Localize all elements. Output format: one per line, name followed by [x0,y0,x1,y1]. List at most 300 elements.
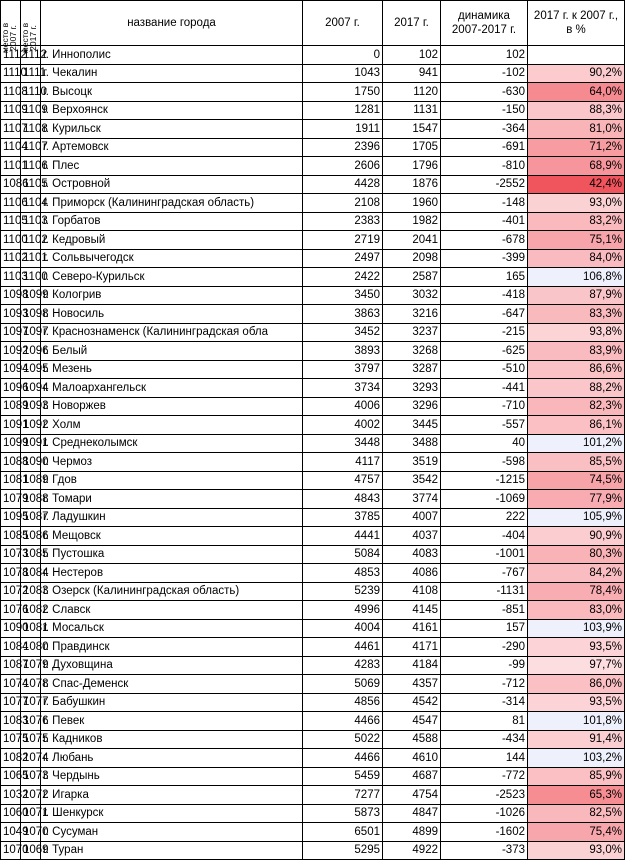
population-2017-cell[interactable]: 4687 [383,767,441,786]
rank-2007-cell[interactable]: 1077 [1,693,21,712]
rank-2017-cell[interactable]: 1109 [21,101,41,120]
rank-2017-cell[interactable]: 1080 [21,638,41,657]
population-2007-cell[interactable]: 2383 [303,212,383,231]
change-cell[interactable]: 40 [441,434,528,453]
rank-2017-cell[interactable]: 1086 [21,527,41,546]
population-2017-cell[interactable]: 4083 [383,545,441,564]
rank-2007-cell[interactable]: 1065 [1,767,21,786]
rank-2017-cell[interactable]: 1107 [21,138,41,157]
city-name-cell[interactable]: г. Мезень [41,360,303,379]
population-2007-cell[interactable]: 2422 [303,268,383,287]
rank-2007-cell[interactable]: 1106 [1,194,21,213]
rank-2007-cell[interactable]: 1109 [1,101,21,120]
change-cell[interactable]: -1069 [441,490,528,509]
city-name-cell[interactable]: г. Холм [41,416,303,435]
rank-2017-cell[interactable]: 1104 [21,194,41,213]
population-2017-cell[interactable]: 4922 [383,841,441,860]
rank-2007-cell[interactable]: 1079 [1,490,21,509]
population-2017-cell[interactable]: 1982 [383,212,441,231]
rank-2017-cell[interactable]: 1112 [21,46,41,65]
change-cell[interactable]: -691 [441,138,528,157]
city-name-cell[interactable]: г. Пустошка [41,545,303,564]
change-cell[interactable]: -441 [441,379,528,398]
population-2007-cell[interactable]: 3863 [303,305,383,324]
ratio-percent-cell[interactable]: 101,2% [528,434,625,453]
city-name-cell[interactable]: г. Приморск (Калининградская область) [41,194,303,213]
rank-2007-cell[interactable]: 1105 [1,212,21,231]
population-2017-cell[interactable]: 4161 [383,619,441,638]
city-name-cell[interactable]: г. Северо-Курильск [41,268,303,287]
change-cell[interactable]: -598 [441,453,528,472]
rank-2007-cell[interactable]: 1096 [1,379,21,398]
city-name-cell[interactable]: г. Кадников [41,730,303,749]
population-2007-cell[interactable]: 5022 [303,730,383,749]
city-name-cell[interactable]: г. Кологрив [41,286,303,305]
change-cell[interactable]: -150 [441,101,528,120]
city-name-cell[interactable]: г. Спас-Деменск [41,675,303,694]
ratio-percent-cell[interactable]: 77,9% [528,490,625,509]
population-2007-cell[interactable]: 4006 [303,397,383,416]
population-2017-cell[interactable]: 1876 [383,175,441,194]
rank-2007-cell[interactable]: 1083 [1,712,21,731]
ratio-percent-cell[interactable]: 86,0% [528,675,625,694]
header-rank-2007[interactable]: место в 2007 г. [1,1,21,46]
population-2017-cell[interactable]: 3293 [383,379,441,398]
population-2017-cell[interactable]: 1120 [383,83,441,102]
population-2007-cell[interactable]: 4441 [303,527,383,546]
population-2007-cell[interactable]: 3450 [303,286,383,305]
rank-2007-cell[interactable]: 1089 [1,397,21,416]
population-2017-cell[interactable]: 4037 [383,527,441,546]
change-cell[interactable]: -810 [441,157,528,176]
ratio-percent-cell[interactable]: 103,9% [528,619,625,638]
rank-2007-cell[interactable]: 1086 [1,175,21,194]
city-name-cell[interactable]: г. Иннополис [41,46,303,65]
rank-2007-cell[interactable]: 1098 [1,286,21,305]
city-name-cell[interactable]: г. Новоржев [41,397,303,416]
change-cell[interactable]: 157 [441,619,528,638]
change-cell[interactable]: -630 [441,83,528,102]
rank-2017-cell[interactable]: 1091 [21,434,41,453]
city-name-cell[interactable]: г. Певек [41,712,303,731]
ratio-percent-cell[interactable]: 97,7% [528,656,625,675]
rank-2017-cell[interactable]: 1071 [21,804,41,823]
rank-2007-cell[interactable]: 1108 [1,83,21,102]
rank-2017-cell[interactable]: 1110 [21,83,41,102]
change-cell[interactable]: -418 [441,286,528,305]
city-name-cell[interactable]: г. Островной [41,175,303,194]
ratio-percent-cell[interactable]: 85,5% [528,453,625,472]
city-name-cell[interactable]: г. Гдов [41,471,303,490]
rank-2007-cell[interactable]: 1107 [1,120,21,139]
rank-2017-cell[interactable]: 1098 [21,305,41,324]
rank-2017-cell[interactable]: 1078 [21,675,41,694]
population-2007-cell[interactable]: 1911 [303,120,383,139]
rank-2007-cell[interactable]: 1078 [1,564,21,583]
population-2017-cell[interactable]: 4357 [383,675,441,694]
population-2017-cell[interactable]: 4542 [383,693,441,712]
rank-2017-cell[interactable]: 1072 [21,786,41,805]
change-cell[interactable]: -1131 [441,582,528,601]
rank-2007-cell[interactable]: 1102 [1,249,21,268]
rank-2007-cell[interactable]: 1070 [1,841,21,860]
population-2017-cell[interactable]: 3268 [383,342,441,361]
city-name-cell[interactable]: г. Чердынь [41,767,303,786]
rank-2007-cell[interactable]: 1081 [1,471,21,490]
rank-2007-cell[interactable]: 1095 [1,508,21,527]
ratio-percent-cell[interactable]: 85,9% [528,767,625,786]
ratio-percent-cell[interactable]: 65,3% [528,786,625,805]
population-2007-cell[interactable]: 4466 [303,749,383,768]
ratio-percent-cell[interactable]: 93,0% [528,841,625,860]
rank-2017-cell[interactable]: 1100 [21,268,41,287]
header-ratio-percent[interactable]: 2017 г. к 2007 г., в % [528,1,625,46]
ratio-percent-cell[interactable]: 93,8% [528,323,625,342]
rank-2017-cell[interactable]: 1075 [21,730,41,749]
change-cell[interactable]: -1026 [441,804,528,823]
population-2017-cell[interactable]: 3445 [383,416,441,435]
rank-2007-cell[interactable]: 1075 [1,730,21,749]
change-cell[interactable]: -1215 [441,471,528,490]
rank-2007-cell[interactable]: 1082 [1,749,21,768]
rank-2007-cell[interactable]: 1087 [1,656,21,675]
city-name-cell[interactable]: г. Туран [41,841,303,860]
ratio-percent-cell[interactable]: 103,2% [528,749,625,768]
population-2007-cell[interactable]: 4757 [303,471,383,490]
city-name-cell[interactable]: г. Томари [41,490,303,509]
rank-2017-cell[interactable]: 1087 [21,508,41,527]
change-cell[interactable]: -399 [441,249,528,268]
header-rank-2017[interactable]: место в 2017 г. [21,1,41,46]
rank-2017-cell[interactable]: 1084 [21,564,41,583]
population-2007-cell[interactable]: 4853 [303,564,383,583]
ratio-percent-cell[interactable]: 74,5% [528,471,625,490]
header-population-2007[interactable]: 2007 г. [303,1,383,46]
rank-2007-cell[interactable]: 1060 [1,804,21,823]
ratio-percent-cell[interactable]: 83,2% [528,212,625,231]
population-2007-cell[interactable]: 1750 [303,83,383,102]
rank-2017-cell[interactable]: 1077 [21,693,41,712]
change-cell[interactable]: 81 [441,712,528,731]
rank-2017-cell[interactable]: 1094 [21,379,41,398]
population-2007-cell[interactable]: 5084 [303,545,383,564]
rank-2007-cell[interactable]: 1091 [1,416,21,435]
rank-2017-cell[interactable]: 1092 [21,416,41,435]
rank-2007-cell[interactable]: 1103 [1,268,21,287]
city-name-cell[interactable]: г. Среднеколымск [41,434,303,453]
ratio-percent-cell[interactable]: 83,0% [528,601,625,620]
ratio-percent-cell[interactable]: 84,0% [528,249,625,268]
ratio-percent-cell[interactable]: 82,3% [528,397,625,416]
population-2017-cell[interactable]: 4610 [383,749,441,768]
change-cell[interactable]: 102 [441,46,528,65]
rank-2007-cell[interactable]: 1100 [1,231,21,250]
population-2007-cell[interactable]: 4843 [303,490,383,509]
city-name-cell[interactable]: г. Кедровый [41,231,303,250]
change-cell[interactable]: -767 [441,564,528,583]
population-2007-cell[interactable]: 4996 [303,601,383,620]
population-2017-cell[interactable]: 3237 [383,323,441,342]
population-2007-cell[interactable]: 4283 [303,656,383,675]
city-name-cell[interactable]: г. Сусуман [41,823,303,842]
city-name-cell[interactable]: г. Сольвычегодск [41,249,303,268]
population-2017-cell[interactable]: 3542 [383,471,441,490]
ratio-percent-cell[interactable]: 82,5% [528,804,625,823]
rank-2007-cell[interactable]: 1112 [1,46,21,65]
rank-2017-cell[interactable]: 1095 [21,360,41,379]
change-cell[interactable]: -678 [441,231,528,250]
change-cell[interactable]: 144 [441,749,528,768]
rank-2007-cell[interactable]: 1076 [1,601,21,620]
change-cell[interactable]: -434 [441,730,528,749]
header-change[interactable]: динамика 2007-2017 г. [441,1,528,46]
ratio-percent-cell[interactable]: 88,2% [528,379,625,398]
rank-2007-cell[interactable]: 1088 [1,453,21,472]
change-cell[interactable]: -99 [441,656,528,675]
rank-2017-cell[interactable]: 1090 [21,453,41,472]
city-name-cell[interactable]: г. Новосиль [41,305,303,324]
population-2017-cell[interactable]: 4847 [383,804,441,823]
population-2007-cell[interactable]: 0 [303,46,383,65]
population-2017-cell[interactable]: 4007 [383,508,441,527]
population-2007-cell[interactable]: 5069 [303,675,383,694]
rank-2017-cell[interactable]: 1083 [21,582,41,601]
population-2017-cell[interactable]: 4754 [383,786,441,805]
population-2017-cell[interactable]: 2098 [383,249,441,268]
change-cell[interactable]: -710 [441,397,528,416]
ratio-percent-cell[interactable]: 83,3% [528,305,625,324]
change-cell[interactable]: 222 [441,508,528,527]
change-cell[interactable]: -2523 [441,786,528,805]
population-2017-cell[interactable]: 3287 [383,360,441,379]
population-2007-cell[interactable]: 5459 [303,767,383,786]
ratio-percent-cell[interactable]: 93,0% [528,194,625,213]
rank-2017-cell[interactable]: 1111 [21,64,41,83]
change-cell[interactable]: -557 [441,416,528,435]
rank-2017-cell[interactable]: 1097 [21,323,41,342]
rank-2007-cell[interactable]: 1090 [1,619,21,638]
city-name-cell[interactable]: г. Нестеров [41,564,303,583]
rank-2017-cell[interactable]: 1105 [21,175,41,194]
change-cell[interactable]: -510 [441,360,528,379]
ratio-percent-cell[interactable]: 68,9% [528,157,625,176]
rank-2017-cell[interactable]: 1079 [21,656,41,675]
rank-2017-cell[interactable]: 1081 [21,619,41,638]
rank-2017-cell[interactable]: 1085 [21,545,41,564]
population-2017-cell[interactable]: 1705 [383,138,441,157]
change-cell[interactable]: -1602 [441,823,528,842]
city-name-cell[interactable]: г. Горбатов [41,212,303,231]
ratio-percent-cell[interactable]: 93,5% [528,693,625,712]
city-name-cell[interactable]: г. Ладушкин [41,508,303,527]
change-cell[interactable]: -712 [441,675,528,694]
ratio-percent-cell[interactable]: 105,9% [528,508,625,527]
population-2017-cell[interactable]: 4086 [383,564,441,583]
rank-2007-cell[interactable]: 1084 [1,638,21,657]
city-name-cell[interactable]: г. Артемовск [41,138,303,157]
population-2017-cell[interactable]: 3032 [383,286,441,305]
change-cell[interactable]: -851 [441,601,528,620]
population-2007-cell[interactable]: 2396 [303,138,383,157]
population-2017-cell[interactable]: 3519 [383,453,441,472]
rank-2017-cell[interactable]: 1074 [21,749,41,768]
population-2017-cell[interactable]: 941 [383,64,441,83]
ratio-percent-cell[interactable]: 83,9% [528,342,625,361]
city-name-cell[interactable]: г. Малоархангельск [41,379,303,398]
city-name-cell[interactable]: г. Бабушкин [41,693,303,712]
population-2017-cell[interactable]: 1547 [383,120,441,139]
ratio-percent-cell[interactable]: 75,1% [528,231,625,250]
rank-2017-cell[interactable]: 1076 [21,712,41,731]
ratio-percent-cell[interactable]: 88,3% [528,101,625,120]
ratio-percent-cell[interactable]: 101,8% [528,712,625,731]
city-name-cell[interactable]: г. Высоцк [41,83,303,102]
rank-2017-cell[interactable]: 1073 [21,767,41,786]
city-name-cell[interactable]: г. Любань [41,749,303,768]
rank-2017-cell[interactable]: 1093 [21,397,41,416]
population-2017-cell[interactable]: 3488 [383,434,441,453]
city-name-cell[interactable]: г. Духовщина [41,656,303,675]
city-name-cell[interactable]: г. Плес [41,157,303,176]
population-2017-cell[interactable]: 4145 [383,601,441,620]
ratio-percent-cell[interactable] [528,46,625,65]
ratio-percent-cell[interactable]: 84,2% [528,564,625,583]
population-2017-cell[interactable]: 3216 [383,305,441,324]
ratio-percent-cell[interactable]: 86,6% [528,360,625,379]
population-2007-cell[interactable]: 1281 [303,101,383,120]
change-cell[interactable]: -625 [441,342,528,361]
rank-2017-cell[interactable]: 1069 [21,841,41,860]
rank-2007-cell[interactable]: 1072 [1,582,21,601]
rank-2017-cell[interactable]: 1101 [21,249,41,268]
population-2017-cell[interactable]: 3296 [383,397,441,416]
population-2017-cell[interactable]: 2041 [383,231,441,250]
rank-2017-cell[interactable]: 1070 [21,823,41,842]
ratio-percent-cell[interactable]: 81,0% [528,120,625,139]
rank-2017-cell[interactable]: 1096 [21,342,41,361]
change-cell[interactable]: -647 [441,305,528,324]
population-2017-cell[interactable]: 4588 [383,730,441,749]
population-2007-cell[interactable]: 2497 [303,249,383,268]
population-2007-cell[interactable]: 4856 [303,693,383,712]
population-2017-cell[interactable]: 4108 [383,582,441,601]
population-2007-cell[interactable]: 3893 [303,342,383,361]
ratio-percent-cell[interactable]: 106,8% [528,268,625,287]
population-2007-cell[interactable]: 3452 [303,323,383,342]
population-2017-cell[interactable]: 4899 [383,823,441,842]
population-2007-cell[interactable]: 2719 [303,231,383,250]
rank-2007-cell[interactable]: 1085 [1,527,21,546]
rank-2017-cell[interactable]: 1088 [21,490,41,509]
population-2007-cell[interactable]: 3734 [303,379,383,398]
city-name-cell[interactable]: г. Шенкурск [41,804,303,823]
ratio-percent-cell[interactable]: 71,2% [528,138,625,157]
population-2007-cell[interactable]: 6501 [303,823,383,842]
population-2017-cell[interactable]: 4171 [383,638,441,657]
rank-2007-cell[interactable]: 1049 [1,823,21,842]
city-name-cell[interactable]: г. Чекалин [41,64,303,83]
ratio-percent-cell[interactable]: 86,1% [528,416,625,435]
rank-2007-cell[interactable]: 1094 [1,360,21,379]
city-name-cell[interactable]: г. Краснознаменск (Калининградская обла [41,323,303,342]
change-cell[interactable]: -215 [441,323,528,342]
population-2007-cell[interactable]: 4466 [303,712,383,731]
population-2007-cell[interactable]: 3797 [303,360,383,379]
rank-2007-cell[interactable]: 1110 [1,64,21,83]
rank-2007-cell[interactable]: 1099 [1,434,21,453]
change-cell[interactable]: -314 [441,693,528,712]
change-cell[interactable]: -290 [441,638,528,657]
population-2017-cell[interactable]: 102 [383,46,441,65]
city-name-cell[interactable]: г. Славск [41,601,303,620]
population-2007-cell[interactable]: 1043 [303,64,383,83]
change-cell[interactable]: -373 [441,841,528,860]
population-2007-cell[interactable]: 2606 [303,157,383,176]
population-2007-cell[interactable]: 5239 [303,582,383,601]
change-cell[interactable]: -364 [441,120,528,139]
population-2007-cell[interactable]: 3785 [303,508,383,527]
population-2007-cell[interactable]: 5873 [303,804,383,823]
population-2007-cell[interactable]: 5295 [303,841,383,860]
rank-2017-cell[interactable]: 1089 [21,471,41,490]
ratio-percent-cell[interactable]: 64,0% [528,83,625,102]
city-name-cell[interactable]: г. Курильск [41,120,303,139]
population-2017-cell[interactable]: 4547 [383,712,441,731]
population-2017-cell[interactable]: 1960 [383,194,441,213]
ratio-percent-cell[interactable]: 90,2% [528,64,625,83]
rank-2007-cell[interactable]: 1093 [1,305,21,324]
population-2007-cell[interactable]: 2108 [303,194,383,213]
city-name-cell[interactable]: г. Озерск (Калининградская область) [41,582,303,601]
population-2017-cell[interactable]: 2587 [383,268,441,287]
rank-2007-cell[interactable]: 1074 [1,675,21,694]
population-2007-cell[interactable]: 4461 [303,638,383,657]
population-2007-cell[interactable]: 7277 [303,786,383,805]
rank-2017-cell[interactable]: 1103 [21,212,41,231]
rank-2017-cell[interactable]: 1108 [21,120,41,139]
rank-2017-cell[interactable]: 1102 [21,231,41,250]
rank-2007-cell[interactable]: 1073 [1,545,21,564]
rank-2007-cell[interactable]: 1092 [1,342,21,361]
population-2007-cell[interactable]: 4002 [303,416,383,435]
population-2017-cell[interactable]: 3774 [383,490,441,509]
ratio-percent-cell[interactable]: 78,4% [528,582,625,601]
rank-2007-cell[interactable]: 1104 [1,138,21,157]
city-name-cell[interactable]: г. Чермоз [41,453,303,472]
city-name-cell[interactable]: г. Белый [41,342,303,361]
rank-2017-cell[interactable]: 1106 [21,157,41,176]
change-cell[interactable]: -772 [441,767,528,786]
ratio-percent-cell[interactable]: 80,3% [528,545,625,564]
population-2017-cell[interactable]: 1131 [383,101,441,120]
city-name-cell[interactable]: г. Правдинск [41,638,303,657]
population-2007-cell[interactable]: 4004 [303,619,383,638]
city-name-cell[interactable]: г. Мосальск [41,619,303,638]
city-name-cell[interactable]: г. Мещовск [41,527,303,546]
ratio-percent-cell[interactable]: 75,4% [528,823,625,842]
city-name-cell[interactable]: г. Верхоянск [41,101,303,120]
ratio-percent-cell[interactable]: 42,4% [528,175,625,194]
population-2017-cell[interactable]: 1796 [383,157,441,176]
rank-2007-cell[interactable]: 1032 [1,786,21,805]
rank-2007-cell[interactable]: 1101 [1,157,21,176]
city-name-cell[interactable]: г. Игарка [41,786,303,805]
ratio-percent-cell[interactable]: 90,9% [528,527,625,546]
change-cell[interactable]: 165 [441,268,528,287]
population-2007-cell[interactable]: 3448 [303,434,383,453]
ratio-percent-cell[interactable]: 87,9% [528,286,625,305]
change-cell[interactable]: -401 [441,212,528,231]
